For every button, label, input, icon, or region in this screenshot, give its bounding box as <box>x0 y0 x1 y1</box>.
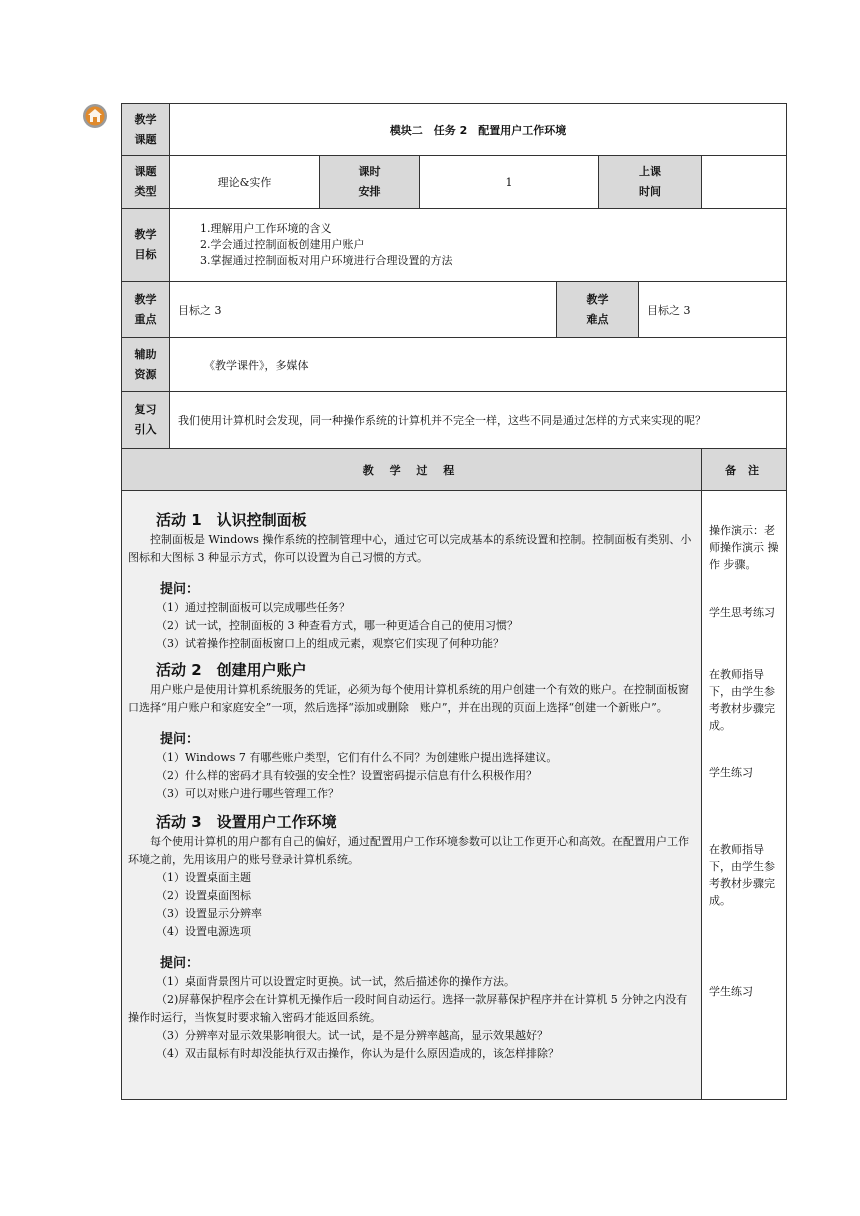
logo-icon <box>82 103 108 129</box>
course-title: 模块二 任务 2 配置用户工作环境 <box>170 104 787 156</box>
question-item: （4）双击鼠标有时却没能执行双击操作，你认为是什么原因造成的，该怎样排除？ <box>156 1047 559 1060</box>
note-item: 学生思考练习 <box>709 606 775 619</box>
question-item: （3）试着操作控制面板窗口上的组成元素，观察它们实现了何种功能？ <box>156 637 504 650</box>
question-item: （1）桌面背景图片可以设置定时更换。试一试，然后描述你的操作方法。 <box>156 975 515 988</box>
review-label: 复习 引入 <box>122 392 170 449</box>
activity-title: 活动 3 设置用户工作环境 <box>156 813 337 831</box>
review-value: 我们使用计算机时会发现，同一种操作系统的计算机并不完全一样，这些不同是通过怎样的方式来实现的呢？ <box>170 392 787 449</box>
review-row <box>122 392 787 449</box>
hours-label: 课时 安排 <box>320 156 420 209</box>
step-item: （1）设置桌面主题 <box>156 871 251 884</box>
question-heading: 提问： <box>160 582 200 597</box>
question-item: （3）分辨率对显示效果影响很大。试一试，是不是分辨率越高，显示效果越好？ <box>156 1029 548 1042</box>
course-type-value: 理论&实作 <box>170 156 320 209</box>
goal-item: 2.学会通过控制面板创建用户账户 <box>200 238 365 251</box>
question-heading: 提问： <box>160 732 200 747</box>
activity-3 <box>128 811 695 1063</box>
resources-label: 辅助 资源 <box>122 338 170 392</box>
note-item: 学生练习 <box>709 766 753 779</box>
activity-paragraph: 控制面板是 Windows 操作系统的控制管理中心，通过它可以完成基本的系统设置和控制。控制面板有类别、小图标和大图标 3 种显示方式，你可以设置为自己习惯的方式。 <box>128 533 692 564</box>
note-item: 在教师指导下，由学生参考教材步骤完成。 <box>709 843 775 907</box>
activity-title: 活动 1 认识控制面板 <box>156 511 307 529</box>
goal-item: 3.掌握通过控制面板对用户环境进行合理设置的方法 <box>200 254 453 267</box>
goal-item: 1.理解用户工作环境的含义 <box>200 222 332 235</box>
activity-paragraph: 每个使用计算机的用户都有自己的偏好，通过配置用户工作环境参数可以让工作更开心和高效。在配置用户工作环境之前，先用该用户的账号登录计算机系统。 <box>128 835 689 866</box>
notes-column <box>702 491 787 1100</box>
focus-row <box>122 282 787 338</box>
activity-1 <box>128 509 695 653</box>
hours-value: 1 <box>420 156 599 209</box>
question-heading: 提问： <box>160 956 200 971</box>
activity-paragraph: 用户账户是使用计算机系统服务的凭证，必须为每个使用计算机系统的用户创建一个有效的账户。在控制面板窗口选择“用户账户和家庭安全”一项，然后选择“添加或删除 账户”，并在出现的页面上选择“创建一个新账户”。 <box>128 683 689 714</box>
resources-row <box>122 338 787 392</box>
note-item: 在教师指导下，由学生参考教材步骤完成。 <box>709 668 775 732</box>
class-time-label: 上课 时间 <box>599 156 702 209</box>
note-item: 学生练习 <box>709 985 753 998</box>
course-title-label: 教学 课题 <box>122 104 170 156</box>
notes-header: 备 注 <box>702 449 787 491</box>
class-time-value <box>702 156 787 209</box>
step-item: （4）设置电源选项 <box>156 925 251 938</box>
goals-row <box>122 209 787 282</box>
process-header-row <box>122 449 787 491</box>
difficulty-value: 目标之 3 <box>639 282 787 338</box>
process-content <box>122 491 702 1100</box>
question-item: （2）试一试，控制面板的 3 种查看方式，哪一种更适合自己的使用习惯？ <box>156 619 518 632</box>
goals-label: 教学 目标 <box>122 209 170 282</box>
resources-value: 《教学课件》，多媒体 <box>170 338 787 392</box>
step-item: （3）设置显示分辨率 <box>156 907 262 920</box>
question-item: （2)屏幕保护程序会在计算机无操作后一段时间自动运行。选择一款屏幕保护程序并在计算机 5 分钟之内没有操作时运行，当恢复时要求输入密码才能返回系统。 <box>128 993 688 1024</box>
activity-title: 活动 2 创建用户账户 <box>156 661 307 679</box>
type-row <box>122 156 787 209</box>
process-header: 教 学 过 程 <box>122 449 702 491</box>
header-row <box>122 104 787 156</box>
difficulty-label: 教学 难点 <box>557 282 639 338</box>
step-item: （2）设置桌面图标 <box>156 889 251 902</box>
process-body-row <box>122 491 787 1100</box>
question-item: （2）什么样的密码才具有较强的安全性？设置密码提示信息有什么积极作用？ <box>156 769 537 782</box>
goals-list <box>170 209 787 282</box>
question-item: （1）Windows 7 有哪些账户类型，它们有什么不同？为创建账户提出选择建议。 <box>156 751 558 764</box>
key-point-label: 教学 重点 <box>122 282 170 338</box>
question-item: （1）通过控制面板可以完成哪些任务？ <box>156 601 350 614</box>
question-item: （3）可以对账户进行哪些管理工作？ <box>156 787 339 800</box>
key-point-value: 目标之 3 <box>170 282 557 338</box>
lesson-plan-table <box>121 103 787 1100</box>
course-type-label: 课题 类型 <box>122 156 170 209</box>
note-item: 操作演示：老师操作演示 操 作 步骤。 <box>709 524 779 571</box>
activity-2 <box>128 659 695 803</box>
